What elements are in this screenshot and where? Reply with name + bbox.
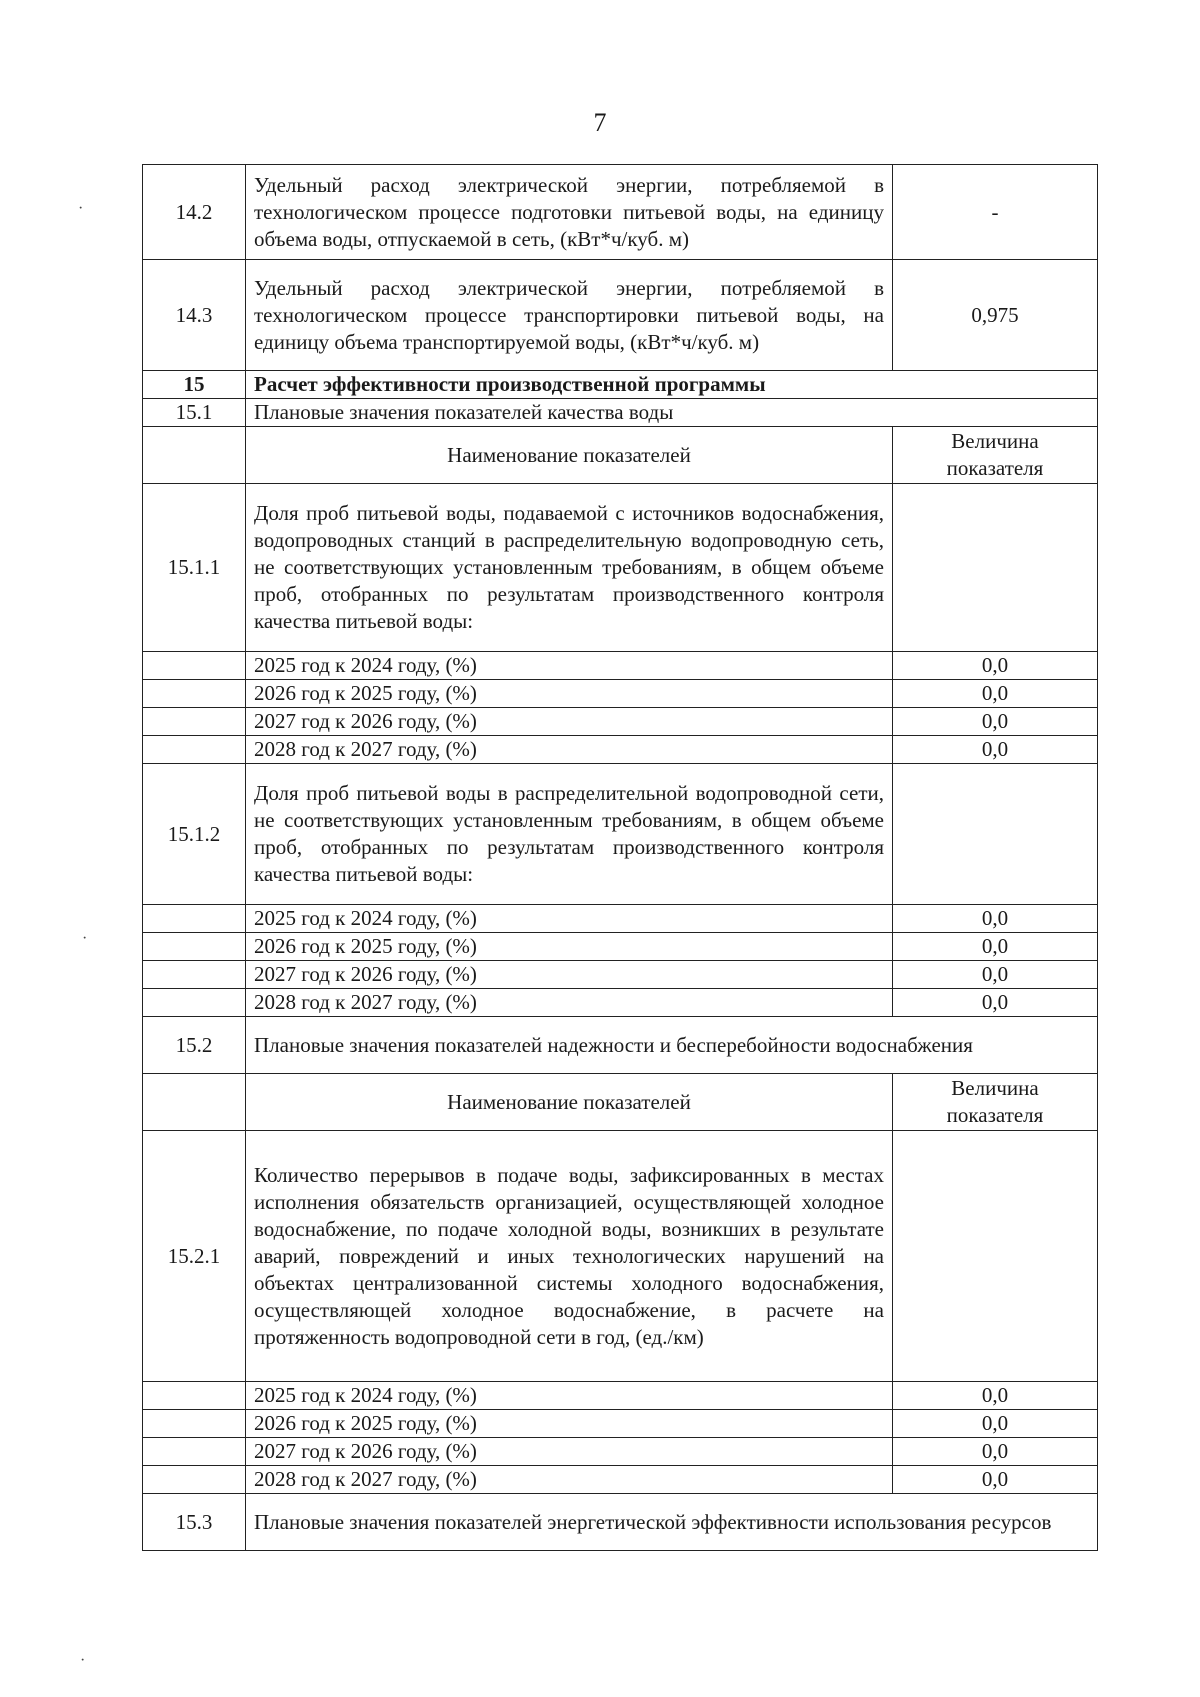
year-label: 2028 год к 2027 году, (%) — [246, 1466, 893, 1494]
year-value: 0,0 — [893, 652, 1098, 680]
section-title: Расчет эффективности производственной программы — [246, 371, 1098, 399]
row-text: Доля проб питьевой воды, подаваемой с источников водоснабжения, водопроводных станций в распределительную водопроводную сеть, не соответствующих установленным требованиям, в общем объеме проб, отобранных по результатам производственного контроля качества питьевой воды: — [246, 484, 893, 652]
year-label: 2025 год к 2024 году, (%) — [246, 652, 893, 680]
subsection-row — [143, 399, 1098, 427]
header-row — [143, 1074, 1098, 1131]
subsection-number: 15.1 — [143, 399, 246, 427]
year-row-empty — [143, 1382, 246, 1410]
row-text: Количество перерывов в подаче воды, зафиксированных в местах исполнения обязательств организацией, осуществляющей холодное водоснабжение, по подаче холодной воды, возникших в результате аварий, повреждений и иных технологических нарушений на объектах централизованной системы холодного водоснабжения, осуществляющей холодное водоснабжение, в расчете на протяженность водопроводной сети в год, (ед./км) — [246, 1131, 893, 1382]
year-row-empty — [143, 961, 246, 989]
subsection-title: Плановые значения показателей надежности и бесперебойности водоснабжения — [246, 1017, 1098, 1074]
section-number: 15 — [143, 371, 246, 399]
year-row — [143, 989, 1098, 1017]
table-row — [143, 1131, 1098, 1382]
table-row — [143, 260, 1098, 371]
year-row — [143, 652, 1098, 680]
year-row-empty — [143, 933, 246, 961]
year-label: 2028 год к 2027 году, (%) — [246, 989, 893, 1017]
year-value: 0,0 — [893, 989, 1098, 1017]
subsection-title: Плановые значения показателей энергетической эффективности использования ресурсов — [246, 1494, 1098, 1551]
year-value: 0,0 — [893, 961, 1098, 989]
year-row-empty — [143, 1438, 246, 1466]
year-label: 2026 год к 2025 году, (%) — [246, 933, 893, 961]
year-row-empty — [143, 905, 246, 933]
year-row-empty — [143, 708, 246, 736]
page-number: 7 — [593, 108, 607, 137]
year-label: 2025 год к 2024 году, (%) — [246, 1382, 893, 1410]
year-row — [143, 961, 1098, 989]
subsection-row — [143, 1494, 1098, 1551]
year-row — [143, 1466, 1098, 1494]
year-value: 0,0 — [893, 736, 1098, 764]
row-value-empty — [893, 484, 1098, 652]
year-value: 0,0 — [893, 1410, 1098, 1438]
row-value: 0,975 — [893, 260, 1098, 371]
header-value: Величина показателя — [893, 1074, 1098, 1131]
header-empty — [143, 1074, 246, 1131]
table-row — [143, 484, 1098, 652]
header-empty — [143, 427, 246, 484]
scan-speck: · — [80, 1652, 86, 1669]
header-name: Наименование показателей — [246, 1074, 893, 1131]
year-row-empty — [143, 652, 246, 680]
header-value: Величина показателя — [893, 427, 1098, 484]
year-value: 0,0 — [893, 1466, 1098, 1494]
row-value-empty — [893, 1131, 1098, 1382]
year-label: 2026 год к 2025 году, (%) — [246, 1410, 893, 1438]
row-number: 14.2 — [143, 165, 246, 260]
year-label: 2025 год к 2024 году, (%) — [246, 905, 893, 933]
indicators-table — [142, 164, 1098, 1551]
row-number: 15.1.2 — [143, 764, 246, 905]
year-row — [143, 680, 1098, 708]
year-label: 2027 год к 2026 году, (%) — [246, 1438, 893, 1466]
year-row — [143, 1382, 1098, 1410]
year-label: 2027 год к 2026 году, (%) — [246, 708, 893, 736]
year-value: 0,0 — [893, 680, 1098, 708]
year-row-empty — [143, 1410, 246, 1438]
row-number: 14.3 — [143, 260, 246, 371]
table-row — [143, 764, 1098, 905]
section-row — [143, 371, 1098, 399]
year-label: 2026 год к 2025 году, (%) — [246, 680, 893, 708]
row-text: Удельный расход электрической энергии, потребляемой в технологическом процессе транспортировки питьевой воды, на единицу объема транспортируемой воды, (кВт*ч/куб. м) — [246, 260, 893, 371]
year-row-empty — [143, 736, 246, 764]
year-value: 0,0 — [893, 1382, 1098, 1410]
row-text: Удельный расход электрической энергии, потребляемой в технологическом процессе подготовки питьевой воды, на единицу объема воды, отпускаемой в сеть, (кВт*ч/куб. м) — [246, 165, 893, 260]
year-row — [143, 708, 1098, 736]
scan-speck: · — [82, 930, 88, 947]
year-row — [143, 933, 1098, 961]
year-row — [143, 1438, 1098, 1466]
scan-speck: · — [78, 200, 84, 217]
table-row — [143, 165, 1098, 260]
year-row-empty — [143, 680, 246, 708]
year-row — [143, 736, 1098, 764]
row-text: Доля проб питьевой воды в распределительной водопроводной сети, не соответствующих установленным требованиям, в общем объеме проб, отобранных по результатам производственного контроля качества питьевой воды: — [246, 764, 893, 905]
subsection-row — [143, 1017, 1098, 1074]
year-value: 0,0 — [893, 933, 1098, 961]
year-value: 0,0 — [893, 1438, 1098, 1466]
year-row-empty — [143, 1466, 246, 1494]
subsection-number: 15.2 — [143, 1017, 246, 1074]
header-row — [143, 427, 1098, 484]
subsection-number: 15.3 — [143, 1494, 246, 1551]
row-number: 15.2.1 — [143, 1131, 246, 1382]
year-label: 2027 год к 2026 году, (%) — [246, 961, 893, 989]
year-value: 0,0 — [893, 708, 1098, 736]
year-value: 0,0 — [893, 905, 1098, 933]
year-label: 2028 год к 2027 году, (%) — [246, 736, 893, 764]
year-row — [143, 905, 1098, 933]
row-value: - — [893, 165, 1098, 260]
subsection-title: Плановые значения показателей качества воды — [246, 399, 1098, 427]
row-value-empty — [893, 764, 1098, 905]
year-row — [143, 1410, 1098, 1438]
year-row-empty — [143, 989, 246, 1017]
header-name: Наименование показателей — [246, 427, 893, 484]
row-number: 15.1.1 — [143, 484, 246, 652]
